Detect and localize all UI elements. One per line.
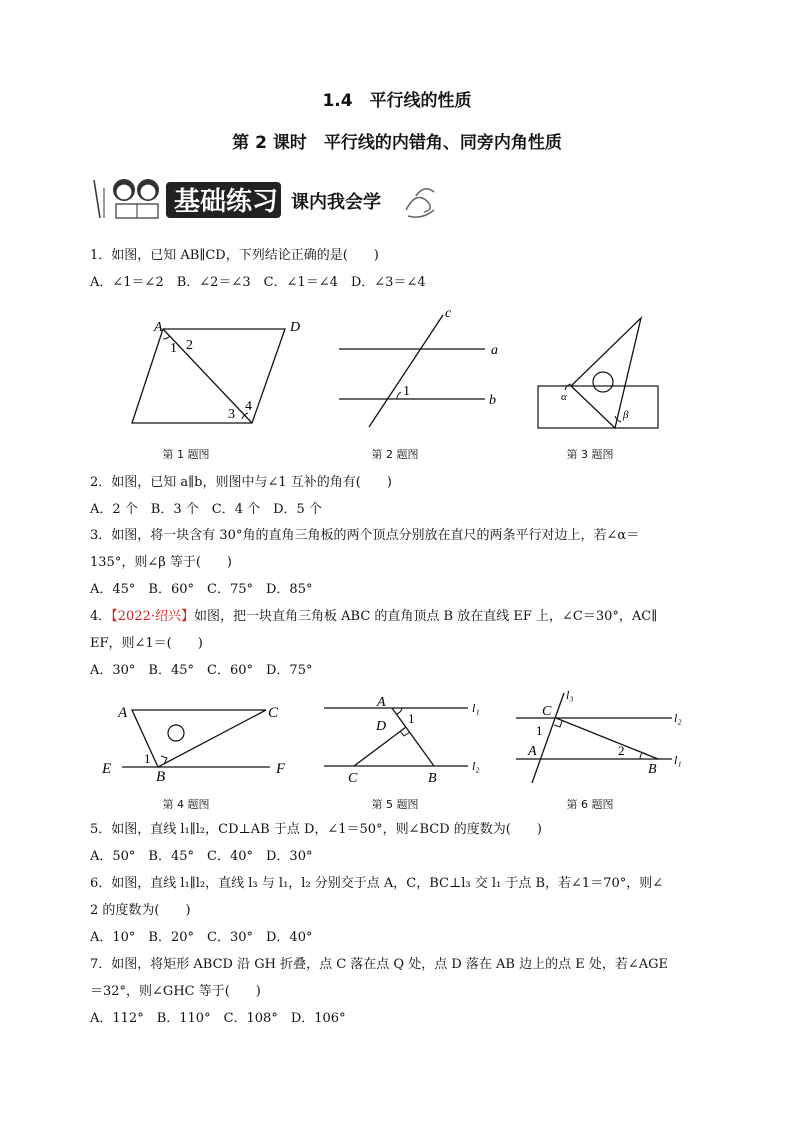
question-4-stem: 4．【2022·绍兴】如图，把一块直角三角板 ABC 的直角顶点 B 放在直线 EF 上，∠C＝30°，AC∥ — [90, 609, 658, 624]
banner-sub-text: 课内我会学 — [291, 192, 381, 212]
fig5-label-b: B — [428, 771, 437, 786]
caption-fig1: 第 1 题图 — [162, 448, 210, 461]
fig1-angle-4: 4 — [245, 399, 252, 414]
fig5-label-c: C — [348, 771, 358, 786]
question-3-stem: 3．如图，将一块含有 30°角的直角三角板的两个顶点分别放在直尺的两条平行对边上，若∠α＝ — [90, 528, 640, 543]
question-5-options: A．50° B．45° C．40° D．30° — [90, 849, 313, 864]
fig6-label-b: B — [648, 762, 657, 777]
fig6-label-l1: l₁ — [674, 753, 682, 767]
caption-fig5: 第 5 题图 — [371, 798, 419, 811]
section-title: 1.4 平行线的性质 — [322, 91, 472, 111]
question-4-stem-cont: EF，则∠1＝( ) — [90, 636, 203, 651]
fig1-angle-1: 1 — [170, 341, 177, 356]
question-2-stem: 2．如图，已知 a∥b，则图中与∠1 互补的角有( ) — [90, 475, 392, 490]
caption-fig3: 第 3 题图 — [566, 448, 614, 461]
fig4-label-f: F — [276, 761, 286, 777]
question-3-options: A．45° B．60° C．75° D．85° — [90, 582, 313, 597]
fig6-angle-1: 1 — [536, 723, 543, 738]
fig2-label-c: c — [445, 306, 452, 321]
fig4-label-a: A — [118, 705, 128, 721]
fig6-label-a: A — [528, 744, 537, 759]
question-6-options: A．10° B．20° C．30° D．40° — [90, 930, 313, 945]
question-7-options: A．112° B．110° C．108° D．106° — [90, 1011, 346, 1026]
fig5-angle-1: 1 — [408, 711, 415, 726]
lesson-subtitle: 第 2 课时 平行线的内错角、同旁内角性质 — [232, 133, 562, 153]
fig4-label-e: E — [102, 761, 112, 777]
question-2-options: A．2 个 B．3 个 C．4 个 D．5 个 — [90, 502, 322, 517]
fig4-label-b: B — [156, 769, 166, 785]
banner-main-text: 基础练习 — [174, 187, 279, 216]
question-1-stem: 1．如图，已知 AB∥CD，下列结论正确的是( ) — [90, 248, 379, 263]
fig1-angle-2: 2 — [186, 338, 193, 353]
fig6-angle-2: 2 — [618, 743, 625, 758]
fig4-angle-1: 1 — [144, 751, 151, 766]
fig1-label-a: A — [154, 320, 163, 335]
caption-fig4: 第 4 题图 — [162, 798, 210, 811]
question-5-stem: 5．如图，直线 l₁∥l₂，CD⊥AB 于点 D，∠1＝50°，则∠BCD 的度数为( ) — [90, 822, 542, 837]
fig6-label-c: C — [542, 704, 552, 719]
fig2-label-a: a — [491, 343, 498, 358]
figure-5 — [322, 690, 492, 788]
caption-fig2: 第 2 题图 — [371, 448, 419, 461]
fig6-label-l2: l₂ — [674, 711, 682, 725]
fig3-label-alpha: α — [561, 391, 567, 403]
fig5-label-a: A — [377, 695, 386, 710]
source-tag: 【2022·绍兴】 — [111, 609, 194, 624]
figure-3 — [535, 312, 665, 432]
fig1-angle-3: 3 — [228, 407, 235, 422]
fig5-label-d: D — [376, 719, 387, 734]
question-6-stem: 6．如图，直线 l₁∥l₂，直线 l₃ 与 l₁，l₂ 分别交于点 A，C，BC⊥l₃ 交 l₁ 于点 B，若∠1＝70°，则∠ — [90, 876, 664, 891]
fig5-label-l2: l₂ — [472, 759, 480, 773]
fig2-label-b: b — [489, 393, 496, 408]
fig2-angle-1: 1 — [403, 384, 410, 399]
fig6-label-l3: l₃ — [566, 688, 574, 702]
fig5-label-l1: l₁ — [472, 701, 480, 715]
figure-2 — [335, 305, 510, 430]
question-3-stem-cont: 135°，则∠β 等于( ) — [90, 555, 232, 570]
fig3-label-beta: β — [623, 409, 629, 421]
fig4-label-c: C — [268, 705, 279, 721]
question-7-stem-cont: ＝32°，则∠GHC 等于( ) — [90, 984, 261, 999]
figure-6 — [512, 685, 692, 785]
question-7-stem: 7．如图，将矩形 ABCD 沿 GH 折叠，点 C 落在点 Q 处，点 D 落在 AB 边上的点 E 处，若∠AGE — [90, 957, 669, 972]
fig1-label-d: D — [290, 320, 301, 335]
question-4-options: A．30° B．45° C．60° D．75° — [90, 663, 313, 678]
question-1-options: A．∠1＝∠2 B．∠2＝∠3 C．∠1＝∠4 D．∠3＝∠4 — [90, 275, 426, 290]
figure-1 — [120, 315, 310, 431]
caption-fig6: 第 6 题图 — [566, 798, 614, 811]
question-6-stem-cont: 2 的度数为( ) — [90, 903, 191, 918]
practice-banner — [86, 168, 456, 230]
figure-4 — [100, 695, 300, 785]
